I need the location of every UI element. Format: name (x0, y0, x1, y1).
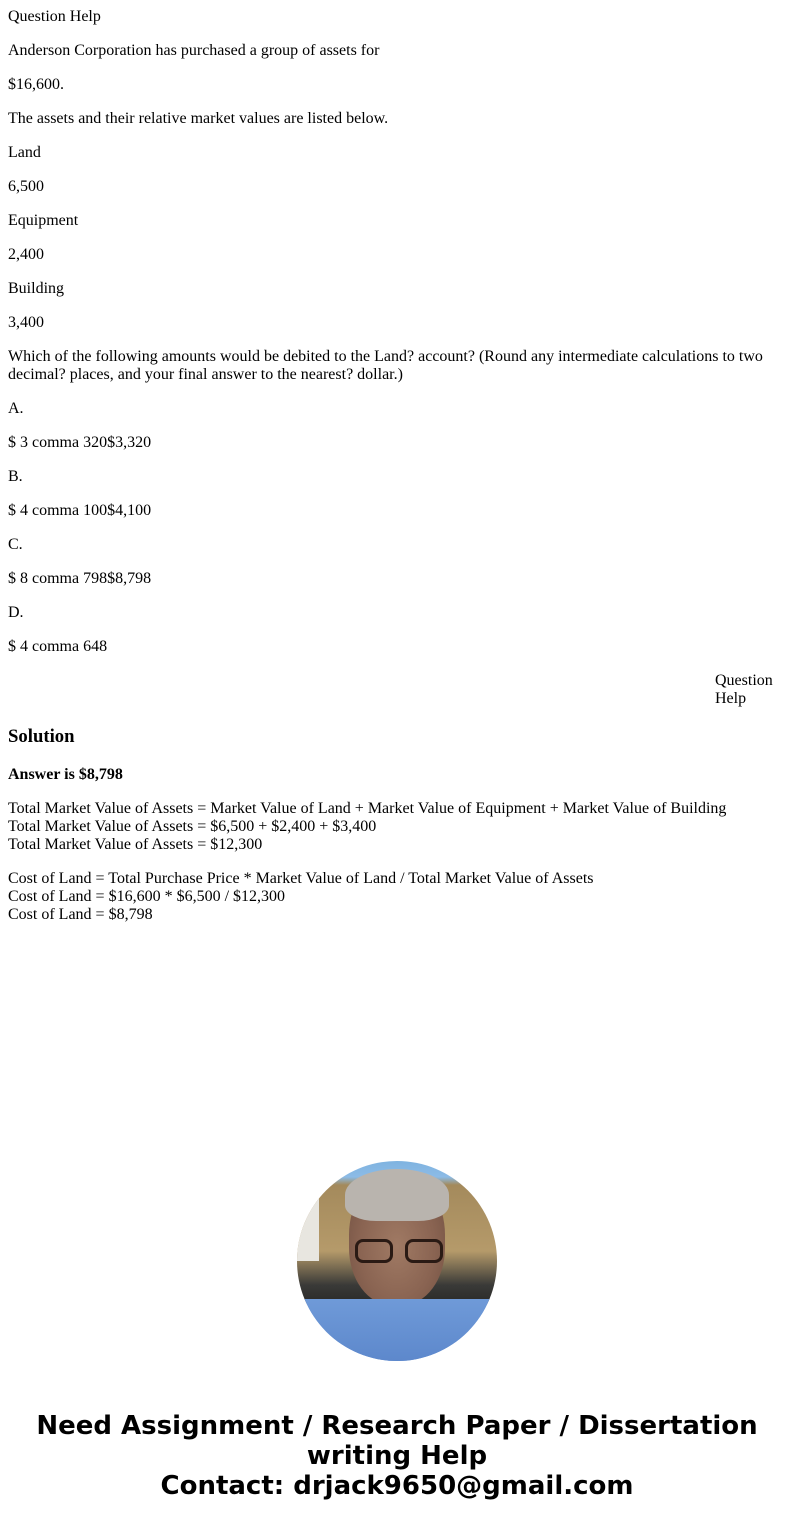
question-intro: Anderson Corporation has purchased a group of assets for (8, 42, 380, 59)
purchase-price: $16,600. (8, 76, 64, 93)
question-help-title: Question Help (8, 8, 101, 25)
assets-listing-intro: The assets and their relative market values are listed below. (8, 110, 389, 127)
option-d-text[interactable]: $ 4 comma 648 (8, 638, 108, 655)
calc-line: Cost of Land = $16,600 * $6,500 / $12,300 (8, 888, 286, 905)
calc-block-total-market-value (8, 800, 786, 854)
solution-answer: Answer is $8,798 (8, 766, 123, 783)
question-help-link[interactable]: Question Help (715, 672, 773, 707)
asset-name-building: Building (8, 280, 65, 297)
calc-line: Total Market Value of Assets = $6,500 + $2,400 + $3,400 (8, 818, 377, 835)
option-a-letter[interactable]: A. (8, 400, 24, 417)
option-b-text[interactable]: $ 4 comma 100$4,100 (8, 502, 152, 519)
option-a-text[interactable]: $ 3 comma 320$3,320 (8, 434, 152, 451)
calc-block-cost-of-land (8, 870, 786, 924)
option-c-letter[interactable]: C. (8, 536, 23, 553)
promo-line-2: writing Help (306, 1441, 488, 1471)
calc-line: Cost of Land = Total Purchase Price * Market Value of Land / Total Market Value of Assets (8, 870, 594, 887)
avatar-glasses-icon (355, 1239, 443, 1265)
option-c-text[interactable]: $ 8 comma 798$8,798 (8, 570, 152, 587)
calc-line: Total Market Value of Assets = Market Value of Land + Market Value of Equipment + Market Value of Building (8, 800, 727, 817)
page-content (0, 8, 794, 924)
asset-name-land: Land (8, 144, 41, 161)
asset-value-equipment: 2,400 (8, 246, 44, 263)
option-d-letter[interactable]: D. (8, 604, 24, 621)
promo-line-1: Need Assignment / Research Paper / Dissertation (36, 1411, 758, 1441)
avatar-hair (345, 1169, 449, 1221)
question-prompt: Which of the following amounts would be debited to the Land? account? (Round any intermediate calculations to two decimal? places, and your final answer to the nearest? dollar.) (8, 348, 763, 383)
solution-heading: Solution (8, 726, 75, 747)
avatar-wall-switch (297, 1189, 319, 1261)
option-b-letter[interactable]: B. (8, 468, 23, 485)
avatar-shirt (297, 1299, 497, 1361)
calc-line: Total Market Value of Assets = $12,300 (8, 836, 263, 853)
promo-contact: Contact: drjack9650@gmail.com (160, 1471, 634, 1501)
asset-value-building: 3,400 (8, 314, 44, 331)
author-avatar (297, 1161, 497, 1361)
calc-line: Cost of Land = $8,798 (8, 906, 153, 923)
asset-value-land: 6,500 (8, 178, 44, 195)
asset-name-equipment: Equipment (8, 212, 79, 229)
promo-banner (0, 1411, 794, 1501)
